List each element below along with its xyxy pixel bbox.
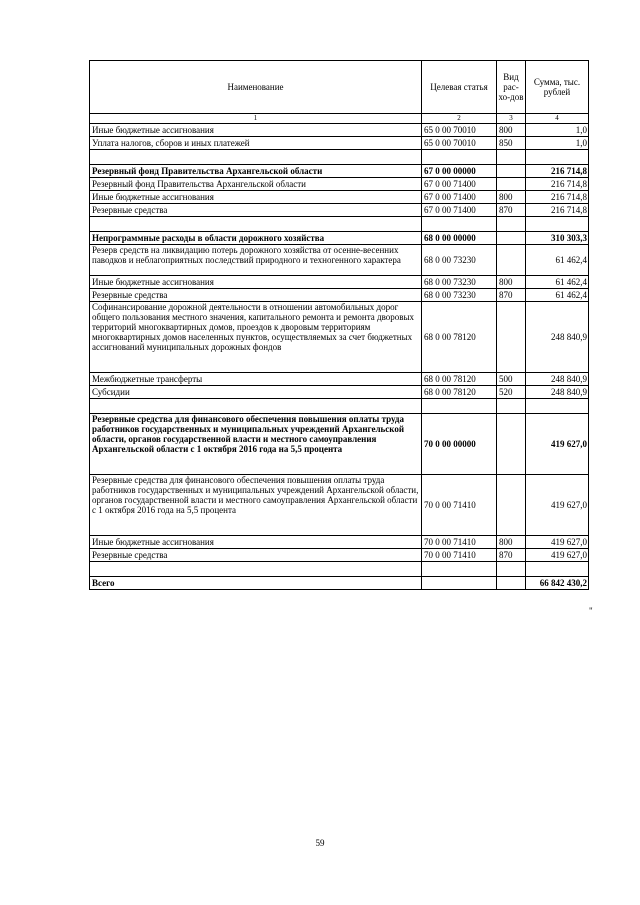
row-name: Резервные средства для финансового обеспечения повышения оплаты труда работников государственных и муниципальных учреждений Архангельской области, органов государственной власти и местного самоуправления Архангельской области с 1 октября 2016 года на 5,5 процента [90,475,422,536]
header-code: Целевая статья [422,61,497,114]
row-code: 67 0 00 71400 [422,191,497,204]
row-sum: 419 627,0 [526,536,589,549]
row-type: 870 [497,549,526,562]
column-number: 3 [497,114,526,124]
row-sum: 216 714,8 [526,191,589,204]
row-type: 500 [497,373,526,386]
header-type: Вид рас-хо-дов [497,61,526,114]
table-row [90,191,589,204]
row-name: Резерв средств на ликвидацию потерь дорожного хозяйства от осенне-весенних паводков и неблагоприятных последствий природного и техногенного характера [90,245,422,276]
row-type [497,302,526,373]
header-sum: Сумма, тыс. рублей [526,61,589,114]
table-row [90,536,589,549]
table-row [90,245,589,276]
row-name: Резервные средства [90,289,422,302]
row-sum: 310 303,3 [526,232,589,245]
table-row [90,414,589,475]
row-name: Субсидии [90,386,422,399]
row-sum: 216 714,8 [526,165,589,178]
row-type: 800 [497,276,526,289]
row-sum: 419 627,0 [526,475,589,536]
row-type: 800 [497,536,526,549]
spacer-row [90,562,589,577]
row-type [497,414,526,475]
row-type: 800 [497,124,526,137]
row-code: 68 0 00 78120 [422,302,497,373]
row-type: 850 [497,137,526,150]
column-numbers-row [90,114,589,124]
table-row [90,204,589,217]
row-sum: 248 840,9 [526,373,589,386]
column-number: 4 [526,114,589,124]
total-row [90,577,589,590]
row-name: Иные бюджетные ассигнования [90,536,422,549]
spacer-row [90,217,589,232]
row-code: 67 0 00 00000 [422,165,497,178]
table-row [90,137,589,150]
row-sum: 61 462,4 [526,289,589,302]
closing-quote: " [589,606,593,616]
row-type [497,165,526,178]
row-name: Иные бюджетные ассигнования [90,276,422,289]
column-number: 1 [90,114,422,124]
row-code: 67 0 00 71400 [422,178,497,191]
row-sum: 248 840,9 [526,386,589,399]
row-sum: 419 627,0 [526,414,589,475]
table-row [90,232,589,245]
row-code [422,577,497,590]
row-name: Софинансирование дорожной деятельности в отношении автомобильных дорог общего пользования местного значения, капитального ремонта и ремонта дворовых территорий многоквартирных домов, проездов к дворовым территориям многоквартирных домов населенных пунктов, осуществляемых за счет бюджетных ассигнований муниципальных дорожных фондов [90,302,422,373]
row-code: 68 0 00 73230 [422,289,497,302]
table-row [90,386,589,399]
row-code: 68 0 00 78120 [422,386,497,399]
table-row [90,276,589,289]
row-code: 68 0 00 73230 [422,276,497,289]
total-sum: 66 842 430,2 [526,577,589,590]
row-code: 70 0 00 71410 [422,549,497,562]
row-code: 68 0 00 73230 [422,245,497,276]
row-code: 67 0 00 71400 [422,204,497,217]
column-number: 2 [422,114,497,124]
row-sum: 248 840,9 [526,302,589,373]
row-name: Резервный фонд Правительства Архангельской области [90,165,422,178]
row-name: Уплата налогов, сборов и иных платежей [90,137,422,150]
table-row [90,165,589,178]
row-name: Иные бюджетные ассигнования [90,124,422,137]
row-sum: 419 627,0 [526,549,589,562]
row-type: 870 [497,289,526,302]
page-number: 59 [315,838,325,848]
row-type: 870 [497,204,526,217]
row-name: Резервные средства [90,549,422,562]
row-name: Резервные средства [90,204,422,217]
row-sum: 1,0 [526,137,589,150]
table-row [90,178,589,191]
row-sum: 1,0 [526,124,589,137]
row-code: 68 0 00 78120 [422,373,497,386]
row-code: 70 0 00 00000 [422,414,497,475]
total-label: Всего [90,577,422,590]
row-sum: 61 462,4 [526,245,589,276]
row-type [497,577,526,590]
row-type: 800 [497,191,526,204]
table-header-row [90,61,589,114]
row-code: 70 0 00 71410 [422,536,497,549]
table-row [90,373,589,386]
row-name: Непрограммные расходы в области дорожного хозяйства [90,232,422,245]
row-code: 68 0 00 00000 [422,232,497,245]
row-type [497,475,526,536]
row-code: 70 0 00 71410 [422,475,497,536]
row-name: Иные бюджетные ассигнования [90,191,422,204]
table-row [90,302,589,373]
spacer-row [90,150,589,165]
row-type: 520 [497,386,526,399]
budget-table [89,60,589,590]
row-sum: 216 714,8 [526,204,589,217]
row-type [497,245,526,276]
row-type [497,232,526,245]
table-row [90,124,589,137]
table-row [90,289,589,302]
row-type [497,178,526,191]
row-name: Резервные средства для финансового обеспечения повышения оплаты труда работников государственных и муниципальных учреждений Архангельской области, органов государственной власти и местного самоуправления Архангельской области с 1 октября 2016 года на 5,5 процента [90,414,422,475]
row-code: 65 0 00 70010 [422,137,497,150]
header-name: Наименование [90,61,422,114]
table-row [90,475,589,536]
row-sum: 216 714,8 [526,178,589,191]
table-row [90,549,589,562]
row-name: Резервный фонд Правительства Архангельской области [90,178,422,191]
spacer-row [90,399,589,414]
row-sum: 61 462,4 [526,276,589,289]
row-code: 65 0 00 70010 [422,124,497,137]
row-name: Межбюджетные трансферты [90,373,422,386]
